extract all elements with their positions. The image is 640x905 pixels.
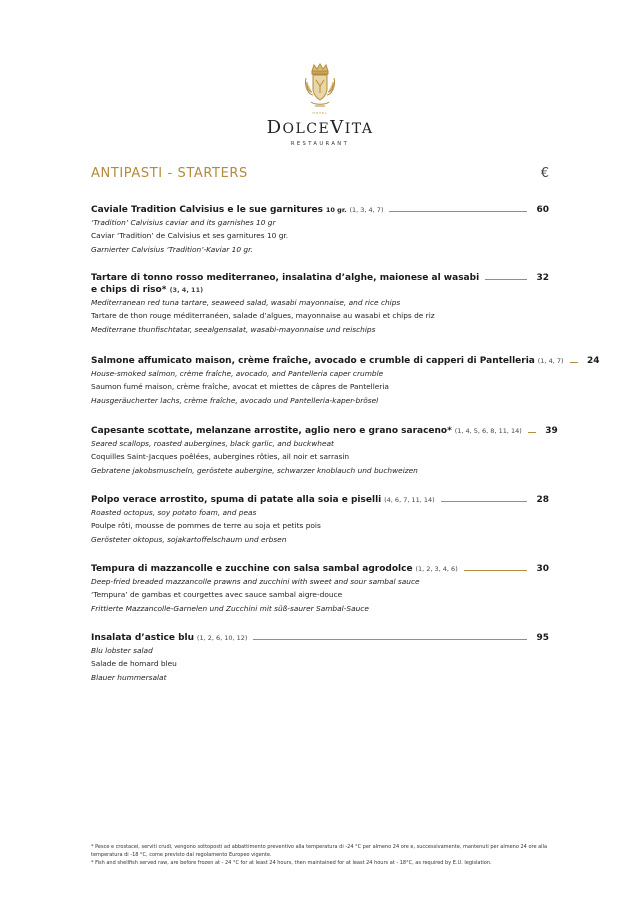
brand-name: DOLCEVITA	[266, 117, 374, 138]
footnote-en: * Fish and shellfish served raw, are before frozen at - 24 °C for at least 24 hours, then maintained for at least 24 hours at - 18°C, as required by E.U. legislation.	[91, 860, 492, 866]
currency-symbol: €	[540, 166, 549, 181]
leader-line	[389, 211, 527, 212]
leader-line	[441, 501, 527, 502]
hotel-tag: HOTEL	[312, 111, 328, 115]
item-allergens: (4, 6, 7, 11, 14)	[384, 496, 435, 504]
item-price: 30	[536, 564, 549, 574]
menu-item	[91, 494, 549, 546]
item-quantity: 10 gr.	[325, 206, 347, 214]
item-allergens: (1, 4, 5, 6, 8, 11, 14)	[454, 427, 522, 435]
item-desc-en: Roasted octopus, soy potato foam, and peas	[91, 508, 257, 517]
menu-item	[91, 563, 549, 615]
item-desc-en: House-smoked salmon, crème fraîche, avocado, and Pantelleria caper crumble	[91, 369, 384, 378]
item-desc-fr: Tartare de thon rouge méditerranéen, salade d’algues, mayonnaise au wasabi et chips de riz	[91, 311, 435, 321]
item-desc-fr: Salade de homard bleu	[91, 659, 177, 669]
item-name: Tartare di tonno rosso mediterraneo, insalatina d’alghe, maionese al wasabi	[91, 273, 480, 283]
item-desc-en: Blu lobster salad	[91, 646, 153, 655]
item-allergens: (3, 4, 11)	[169, 286, 204, 294]
section-title: ANTIPASTI - STARTERS	[91, 166, 248, 181]
item-desc-en: Seared scallops, roasted aubergines, black garlic, and buckwheat	[91, 439, 334, 448]
item-desc-de: Frittierte Mazzancolle-Garnelen und Zucchini mit süß-saurer Sambal-Sauce	[91, 603, 369, 613]
item-allergens: (1, 4, 7)	[537, 357, 564, 365]
item-allergens: (1, 2, 6, 10, 12)	[196, 634, 248, 642]
footnote-it: * Pesce e crostacei, serviti crudi, vengono sottoposti ad abbattimento preventivo alla temperatura di -24 °C per almeno 24 ore e, successivamente, mantenuti per almeno 24 ore alla temperatura di -18 °C, come previsto dal regolamento Europeo vigente.	[91, 844, 548, 858]
footnote	[91, 843, 551, 867]
item-price: 24	[586, 356, 600, 366]
menu-item	[91, 425, 558, 477]
item-name: Polpo verace arrostito, spuma di patate alla soia e piselli	[91, 495, 382, 505]
item-desc-de: Mediterrane thunfischtatar, seealgensalat, wasabi-mayonnaise und reischips	[91, 324, 376, 334]
item-price: 39	[545, 426, 558, 436]
item-price: 60	[536, 205, 549, 215]
menu-item	[91, 204, 549, 256]
item-desc-de: Blauer hummersalat	[91, 672, 167, 682]
item-desc-en: Deep-fried breaded mazzancolle prawns and zucchini with sweet and sour sambal sauce	[91, 577, 420, 586]
leader-line	[464, 570, 527, 571]
menu-item	[91, 355, 600, 407]
item-desc-de: Gerösteter oktopus, sojakartoffelschaum und erbsen	[91, 534, 287, 544]
item-desc-fr: ‘Tempura’ de gambas et courgettes avec sauce sambal aigre-douce	[91, 590, 343, 600]
item-name-continued: e chips di riso* (3, 4, 11)	[91, 285, 204, 295]
item-desc-fr: Caviar ‘Tradition’ de Calvisius et ses garnitures 10 gr.	[91, 231, 289, 241]
item-price: 28	[536, 495, 549, 505]
item-desc-de: Hausgeräucherter lachs, crème fraîche, avocado und Pantelleria-kaper-brösel	[91, 395, 379, 405]
item-price: 32	[536, 273, 549, 283]
leader-line	[528, 432, 536, 433]
item-price: 95	[536, 633, 549, 643]
item-name: Tempura di mazzancolle e zucchine con salsa sambal agrodolce	[91, 564, 413, 574]
item-name: Insalata d’astice blu	[91, 633, 195, 643]
item-allergens: (1, 3, 4, 7)	[349, 206, 384, 214]
leader-line	[485, 279, 527, 280]
item-desc-de: Garnierter Calvisius ‘Tradition’-Kaviar 10 gr.	[91, 244, 253, 254]
crown-crest-icon	[303, 62, 337, 110]
leader-line	[253, 639, 527, 640]
item-desc-fr: Poulpe rôti, mousse de pommes de terre au soja et petits pois	[91, 521, 321, 531]
brand-subtitle: RESTAURANT	[290, 141, 350, 147]
item-allergens: (1, 2, 3, 4, 6)	[415, 565, 458, 573]
leader-line	[570, 362, 578, 363]
menu-item	[91, 632, 549, 684]
menu-item	[91, 272, 549, 336]
item-name: Capesante scottate, melanzane arrostite, aglio nero e grano saraceno*	[91, 426, 452, 436]
item-name: Caviale Tradition Calvisius e le sue garnitures	[91, 205, 323, 215]
item-desc-fr: Saumon fumé maison, crème fraîche, avocat et miettes de câpres de Pantelleria	[91, 382, 389, 392]
restaurant-logo	[0, 62, 640, 147]
item-name: Salmone affumicato maison, crème fraîche, avocado e crumble di capperi di Pantelleria	[91, 356, 535, 366]
item-desc-en: ‘Tradition’ Calvisius caviar and its garnishes 10 gr	[91, 218, 276, 227]
section-header	[91, 166, 549, 184]
item-desc-de: Gebratene jakobsmuscheln, geröstete aubergine, schwarzer knoblauch und buchweizen	[91, 465, 418, 475]
item-desc-en: Mediterranean red tuna tartare, seaweed salad, wasabi mayonnaise, and rice chips	[91, 298, 401, 307]
item-desc-fr: Coquilles Saint-Jacques poêlées, aubergines rôties, ail noir et sarrasin	[91, 452, 350, 462]
